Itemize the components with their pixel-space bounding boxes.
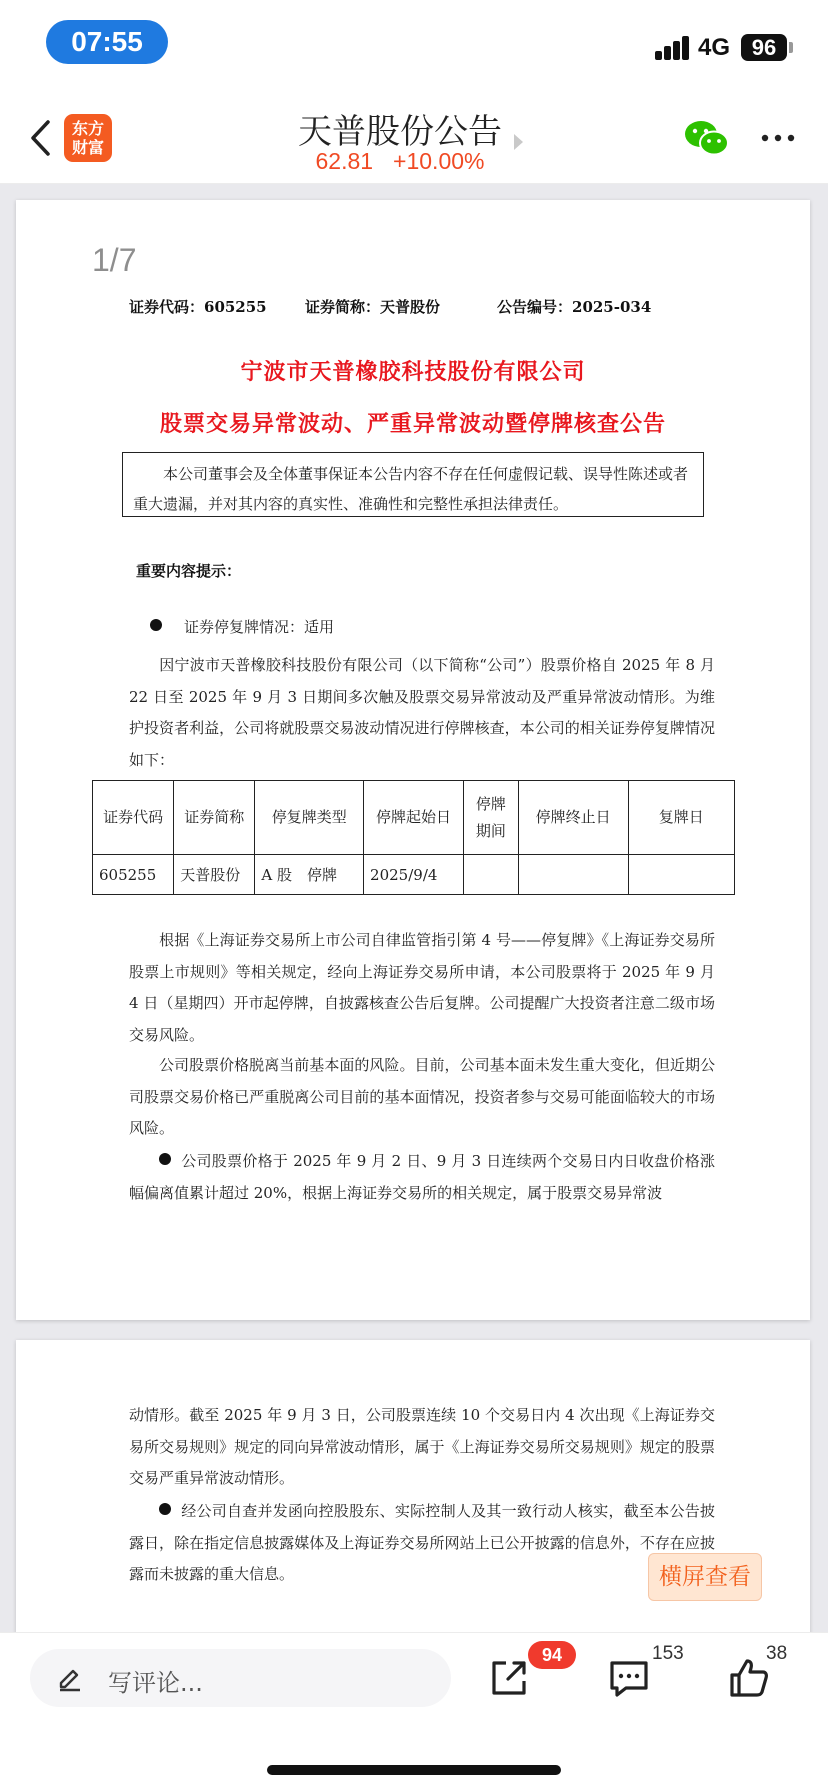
- landscape-view-button[interactable]: 横屏查看: [648, 1553, 762, 1601]
- battery-tip: [789, 42, 793, 53]
- more-options-icon[interactable]: [760, 126, 796, 150]
- company-name: 宁波市天普橡胶科技股份有限公司: [240, 360, 586, 385]
- navigation-bar: [0, 88, 828, 184]
- table-cell: [463, 855, 518, 895]
- stock-change: +10.00%: [393, 148, 485, 174]
- key-info-heading: 重要内容提示：: [136, 562, 242, 580]
- back-arrow-icon[interactable]: [28, 118, 54, 158]
- eastmoney-logo: [64, 114, 112, 162]
- table-cell: 605255: [93, 855, 174, 895]
- like-count: 38: [766, 1643, 788, 1664]
- logo-line2: 财富: [71, 138, 104, 157]
- paragraph-text: 公司股票价格于 2025 年 9 月 2 日、9 月 3 日连续两个交易日内日收盘价格涨幅偏离值累计超过 20%，根据上海证券交易所的相关规定，属于股票交易异常波: [129, 1152, 715, 1202]
- bullet-dot-icon: [159, 1153, 171, 1165]
- share-icon[interactable]: [486, 1655, 532, 1701]
- bullet-paragraph: [129, 1496, 715, 1591]
- pen-icon: [56, 1664, 84, 1692]
- table-header-row: [93, 781, 735, 855]
- stock-quote[interactable]: [240, 148, 560, 175]
- table-cell: 天普股份: [174, 855, 255, 895]
- status-bar: [0, 0, 828, 88]
- paragraph-text: 根据《上海证券交易所上市公司自律监管指引第 4 号——停复牌》《上海证券交易所股票上市规则》等相关规定，经向上海证券交易所申请，本公司股票将于 2025 年 9 月 4 日（星期四）开市起停牌，自披露核查公告后复牌。公司提醒广大投资者注意二级市场交易风险。: [129, 931, 715, 1044]
- security-code: 证券代码：605255: [129, 298, 267, 316]
- announcement-title: 股票交易异常波动、严重异常波动暨停牌核查公告: [159, 412, 666, 437]
- paragraph: [129, 925, 715, 1051]
- table-cell: [628, 855, 735, 895]
- paragraph-text: 公司股票价格脱离当前基本面的风险。目前，公司基本面未发生重大变化，但近期公司股票交易价格已严重脱离公司目前的基本面情况，投资者参与交易可能面临较大的市场风险。: [129, 1056, 715, 1137]
- announcement-number: 公告编号：2025-034: [497, 298, 652, 316]
- paragraph-text: 经公司自查并发函向控股股东、实际控制人及其一致行动人核实，截至本公告披露日，除在指定信息披露媒体及上海证券交易所网站上已公开披露的信息外，不存在应披露而未披露的重大信息。: [129, 1502, 715, 1583]
- table-header-cell: 停牌终止日: [518, 781, 628, 855]
- table-header-cell: 证券简称: [174, 781, 255, 855]
- bullet-dot-icon: [159, 1503, 171, 1515]
- bullet-item: [150, 616, 334, 637]
- bullet-text: 证券停复牌情况：适用: [184, 618, 335, 636]
- logo-line1: 东方: [71, 119, 104, 138]
- comment-icon[interactable]: [606, 1655, 652, 1701]
- page-title[interactable]: 天普股份公告: [298, 112, 502, 152]
- table-cell: [518, 855, 628, 895]
- table-header-cell: 停复牌类型: [255, 781, 364, 855]
- comment-count: 153: [652, 1643, 684, 1664]
- comment-input[interactable]: [30, 1649, 451, 1707]
- paragraph-text: 动情形。截至 2025 年 9 月 3 日，公司股票连续 10 个交易日内 4 次出现《上海证券交易所交易规则》规定的同向异常波动情形，属于《上海证券交易所交易规则》规定的股票交易严重异常波动情形。: [129, 1406, 715, 1487]
- table-header-cell: 停牌期间: [463, 781, 518, 855]
- paragraph: [129, 1400, 715, 1495]
- status-time: 07:55: [46, 20, 168, 64]
- paragraph-text: 因宁波市天普橡胶科技股份有限公司（以下简称“公司”）股票价格自 2025 年 8 月 22 日至 2025 年 9 月 3 日期间多次触及股票交易异常波动及严重异常波动情形。为维护投资者利益，公司将就股票交易波动情况进行停牌核查，本公司的相关证券停复牌情况如下：: [129, 656, 715, 769]
- battery-icon: 96: [741, 34, 787, 61]
- bullet-dot-icon: [150, 619, 162, 631]
- share-badge: 94: [528, 1641, 576, 1669]
- page-indicator: 1/7: [92, 242, 137, 278]
- comment-placeholder: 写评论...: [108, 1669, 203, 1697]
- suspension-table: [92, 780, 735, 895]
- table-cell: A 股 停牌: [255, 855, 364, 895]
- stock-price: 62.81: [315, 148, 374, 174]
- signal-icon: [655, 34, 691, 60]
- table-header-cell: 停牌起始日: [364, 781, 464, 855]
- security-short-name: 证券简称：天普股份: [305, 298, 441, 316]
- network-type: 4G: [698, 34, 731, 61]
- paragraph: [129, 1050, 715, 1145]
- wechat-share-icon[interactable]: [684, 118, 730, 158]
- document-page-1[interactable]: [16, 200, 810, 1320]
- disclaimer-box: 本公司董事会及全体董事保证本公告内容不存在任何虚假记载、误导性陈述或者重大遗漏，并对其内容的真实性、准确性和完整性承担法律责任。: [122, 452, 704, 517]
- table-header-cell: 证券代码: [93, 781, 174, 855]
- table-header-cell: 复牌日: [628, 781, 735, 855]
- bullet-paragraph: [129, 1146, 715, 1209]
- document-meta: [129, 296, 651, 317]
- caret-right-icon[interactable]: [514, 134, 523, 150]
- paragraph: [129, 650, 715, 776]
- table-row: [93, 855, 735, 895]
- table-cell: 2025/9/4: [364, 855, 464, 895]
- home-indicator[interactable]: [267, 1765, 561, 1775]
